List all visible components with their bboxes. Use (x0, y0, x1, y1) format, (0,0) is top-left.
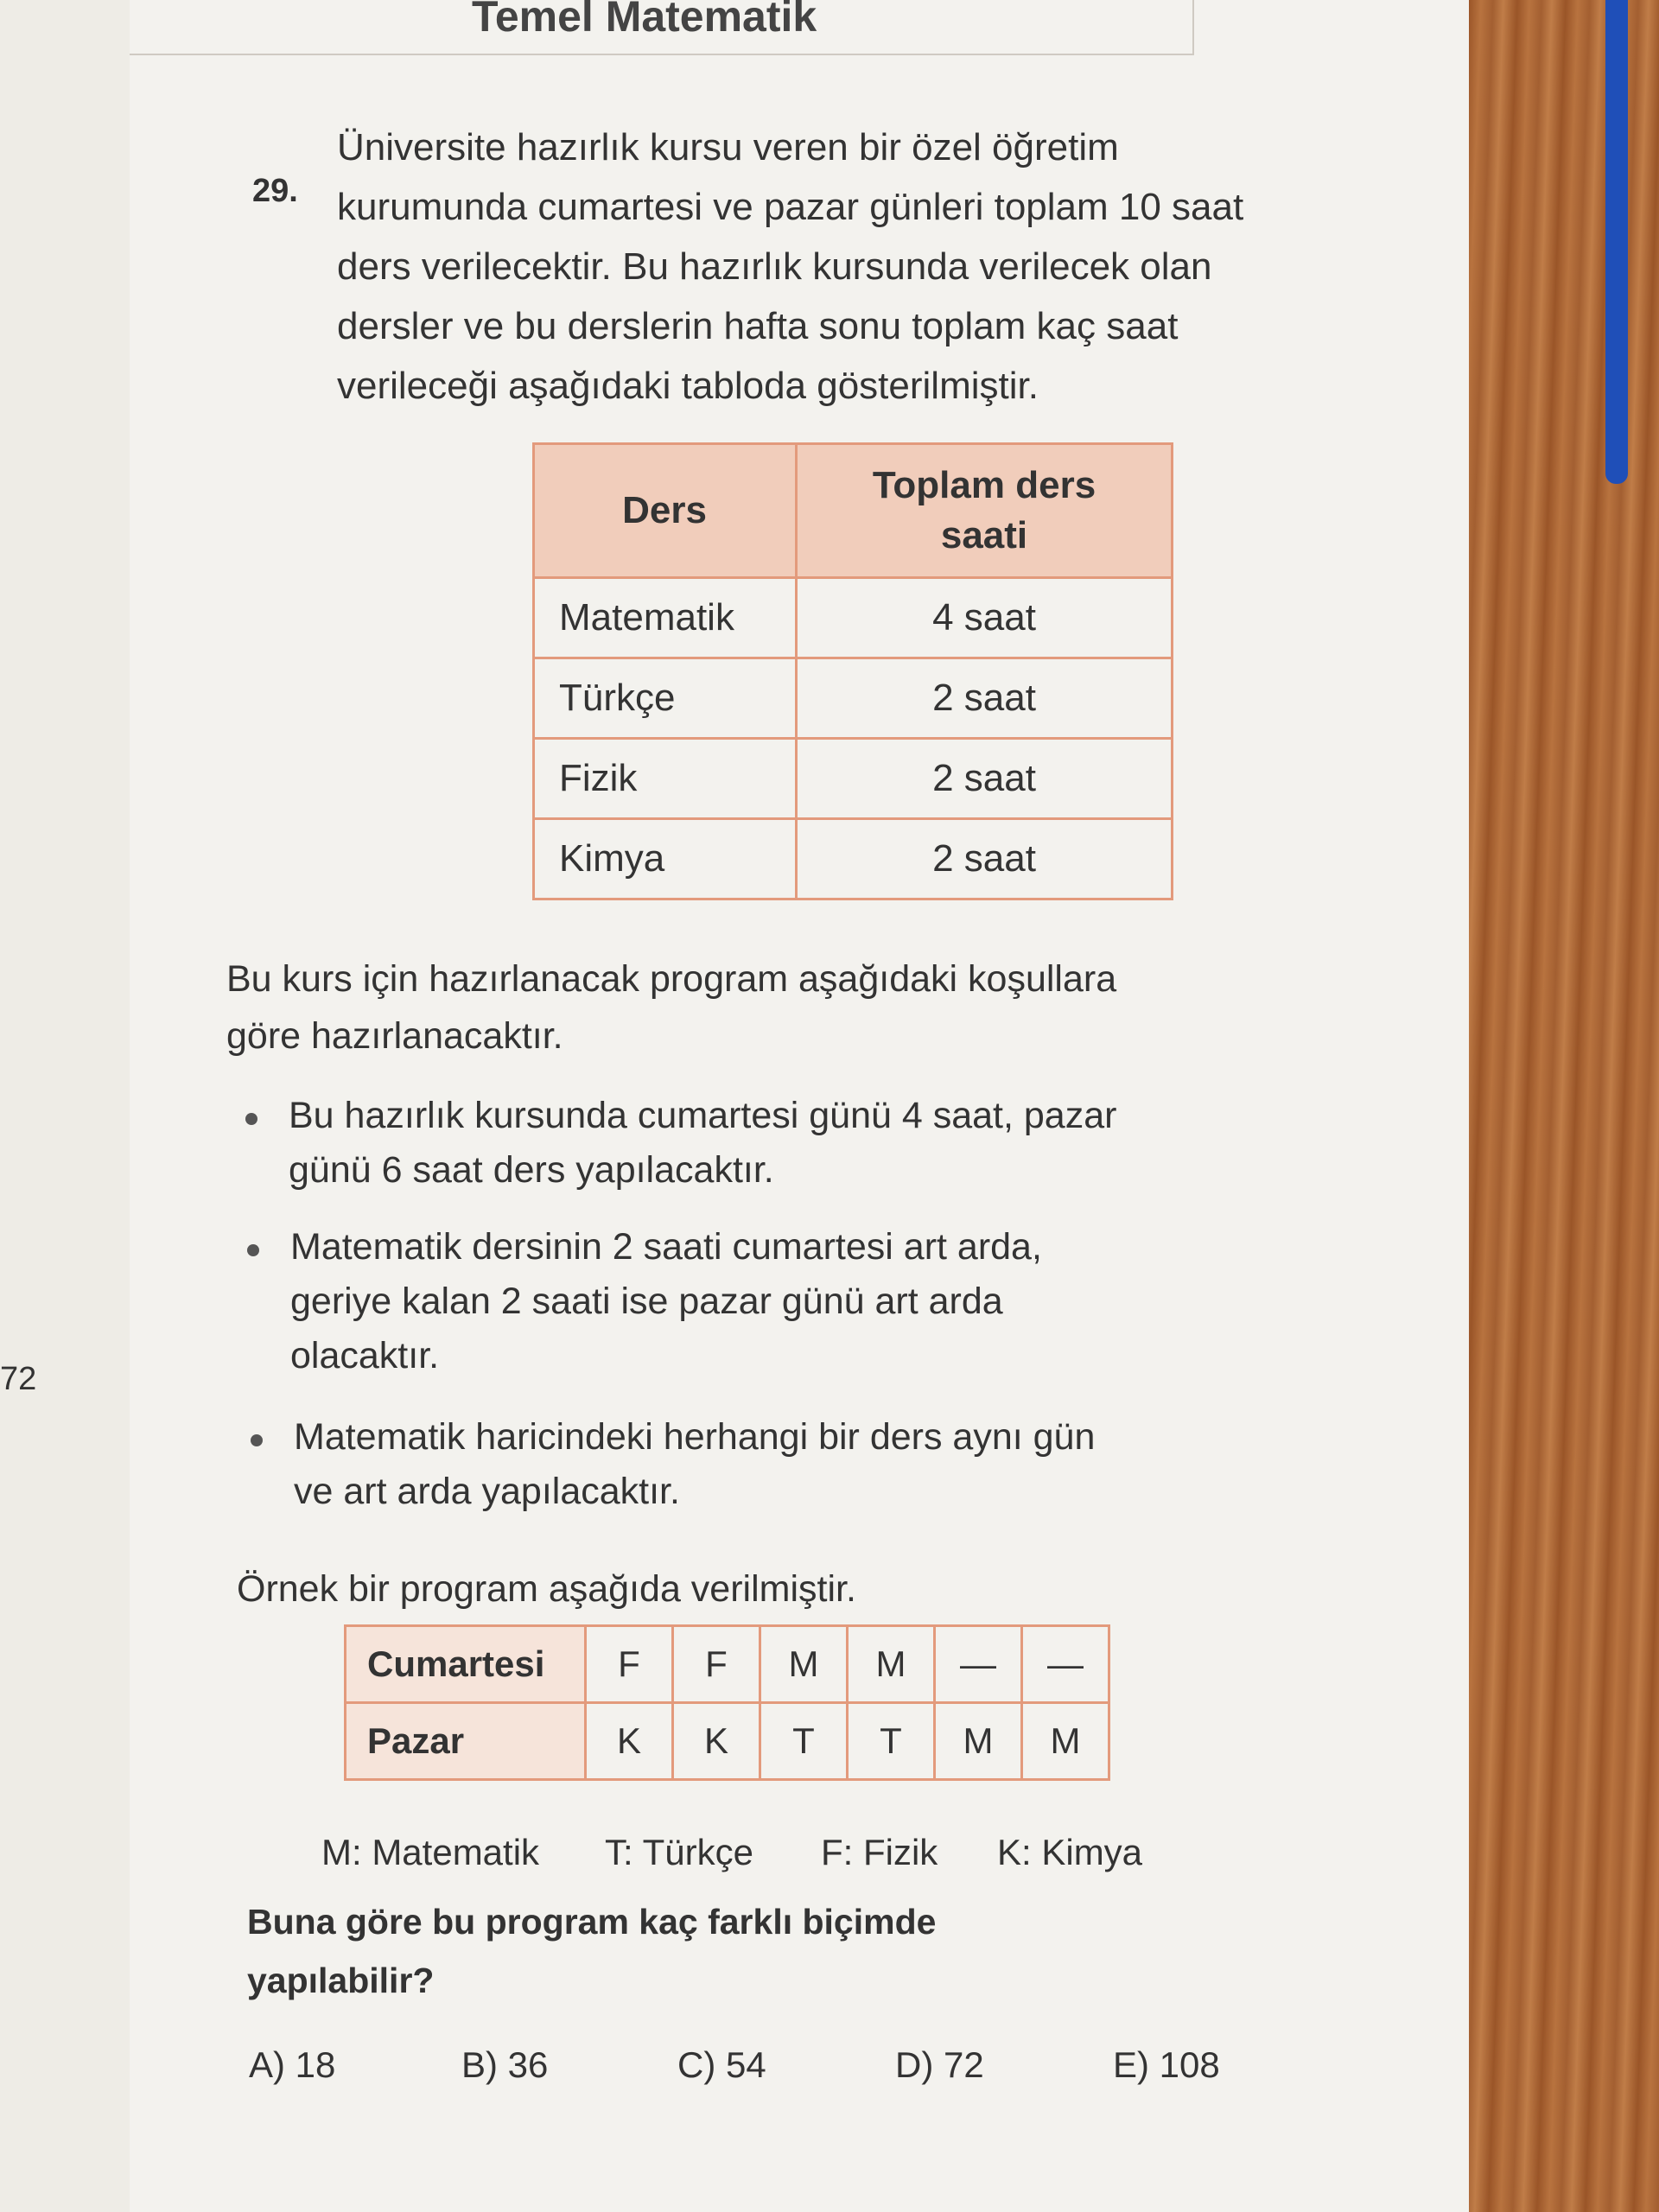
sample-schedule-table (344, 1624, 1110, 1781)
conditions-intro (226, 950, 1116, 1065)
schedule-cell: M (760, 1626, 848, 1703)
cell-hours: 2 saat (797, 658, 1173, 739)
schedule-cell: F (673, 1626, 760, 1703)
schedule-cell: M (848, 1626, 935, 1703)
bullet-item (290, 1220, 1241, 1383)
bullet-line: olacaktır. (290, 1335, 440, 1376)
schedule-cell: M (1022, 1703, 1109, 1780)
bullet-dot (245, 1113, 257, 1125)
page-number: 72 (0, 1361, 37, 1397)
bullet-item (289, 1089, 1239, 1198)
bullet-item (294, 1410, 1244, 1519)
schedule-row (346, 1703, 1109, 1780)
question-prompt (247, 1892, 1198, 2010)
header-ders: Ders (534, 444, 797, 578)
question-line: verileceği aşağıdaki tabloda gösterilmiştir. (337, 365, 1039, 407)
cell-hours: 2 saat (797, 739, 1173, 819)
bullet-line: Matematik dersinin 2 saati cumartesi art arda, (290, 1226, 1042, 1268)
schedule-cell: F (586, 1626, 673, 1703)
option-d[interactable]: D) 72 (895, 2044, 984, 2085)
question-text (337, 118, 1357, 416)
question-number: 29. (252, 173, 298, 209)
cell-course: Matematik (534, 578, 797, 658)
bullet-line: ve art arda yapılacaktır. (294, 1471, 680, 1512)
option-e[interactable]: E) 108 (1113, 2044, 1220, 2085)
prompt-line: yapılabilir? (247, 1961, 435, 2000)
bullet-line: Matematik haricindeki herhangi bir ders aynı gün (294, 1416, 1096, 1458)
legend-item: T: Türkçe (605, 1832, 753, 1872)
option-b[interactable]: B) 36 (461, 2044, 549, 2085)
legend-item: F: Fizik (821, 1832, 938, 1872)
cell-hours: 4 saat (797, 578, 1173, 658)
question-line: dersler ve bu derslerin hafta sonu toplam kaç saat (337, 305, 1179, 347)
cell-hours: 2 saat (797, 819, 1173, 899)
header-toplam (797, 444, 1173, 578)
example-intro: Örnek bir program aşağıda verilmiştir. (237, 1568, 856, 1610)
table-row (534, 578, 1173, 658)
question-line: ders verilecektir. Bu hazırlık kursunda verilecek olan (337, 245, 1212, 288)
table-row (534, 739, 1173, 819)
day-label: Pazar (346, 1703, 586, 1780)
conditions-line: göre hazırlanacaktır. (226, 1015, 563, 1057)
course-hours-table (532, 442, 1173, 900)
question-line: kurumunda cumartesi ve pazar günleri toplam 10 saat (337, 186, 1244, 228)
schedule-cell: — (1022, 1626, 1109, 1703)
bullet-line: Bu hazırlık kursunda cumartesi günü 4 saat, pazar (289, 1095, 1117, 1136)
bullet-dot (251, 1434, 263, 1446)
book-page (130, 0, 1469, 2212)
prompt-line: Buna göre bu program kaç farklı biçimde (247, 1902, 937, 1942)
wooden-desk (1469, 0, 1659, 2212)
cell-course: Kimya (534, 819, 797, 899)
header-toplam-text: Toplam ders saati (872, 464, 1096, 556)
bullet-line: geriye kalan 2 saati ise pazar günü art arda (290, 1281, 1003, 1322)
page-header-title: Temel Matematik (472, 0, 817, 41)
bullet-line: günü 6 saat ders yapılacaktır. (289, 1149, 774, 1191)
cell-course: Türkçe (534, 658, 797, 739)
schedule-cell: K (673, 1703, 760, 1780)
bullet-dot (247, 1244, 259, 1256)
blue-pen (1605, 0, 1628, 484)
question-line: Üniversite hazırlık kursu veren bir özel öğretim (337, 126, 1119, 168)
schedule-cell: M (935, 1703, 1022, 1780)
legend-item: K: Kimya (997, 1832, 1143, 1872)
table-row (534, 819, 1173, 899)
left-page (0, 0, 131, 2212)
schedule-cell: T (848, 1703, 935, 1780)
conditions-line: Bu kurs için hazırlanacak program aşağıdaki koşullara (226, 958, 1117, 1000)
table-header-row (534, 444, 1173, 578)
option-a[interactable]: A) 18 (249, 2044, 336, 2085)
cell-course: Fizik (534, 739, 797, 819)
schedule-cell: K (586, 1703, 673, 1780)
schedule-cell: T (760, 1703, 848, 1780)
legend-item: M: Matematik (321, 1832, 540, 1872)
table-row (534, 658, 1173, 739)
schedule-row (346, 1626, 1109, 1703)
schedule-cell: — (935, 1626, 1022, 1703)
day-label: Cumartesi (346, 1626, 586, 1703)
option-c[interactable]: C) 54 (677, 2044, 766, 2085)
